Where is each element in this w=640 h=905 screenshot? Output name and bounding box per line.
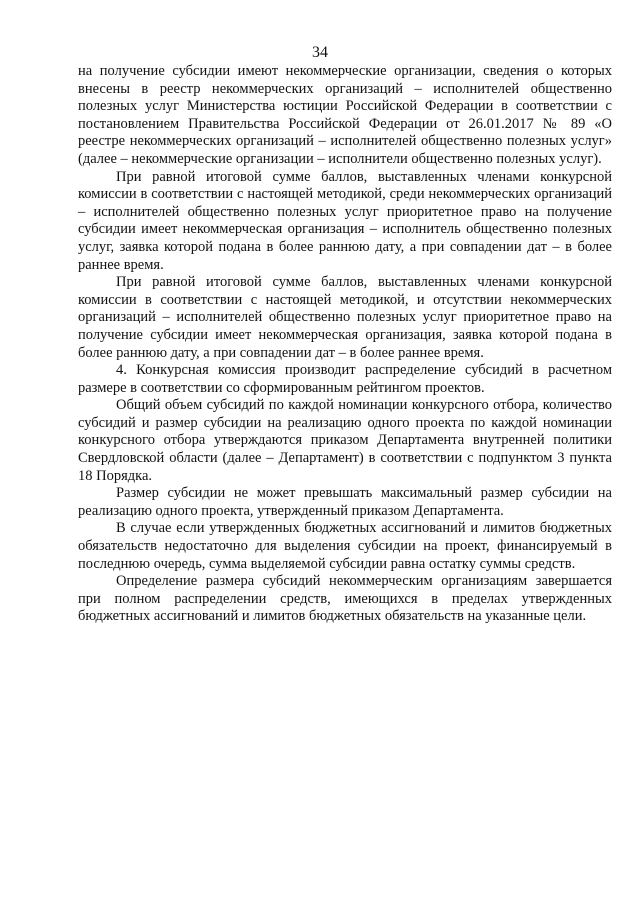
page-number: 34 <box>312 44 328 61</box>
paragraph-priority-socially-useful: При равной итоговой сумме баллов, выставленных членами конкурсной комиссии в соответствии с настоящей методикой, среди некоммерческих организаций – исполнителей общественно полезных услуг приоритетное право на получение субсидии имеет некоммерческая организация – исполнитель общественно полезных услуг, заявка которой подана в более раннюю дату, а при совпадении дат – в более раннее время. <box>78 168 612 273</box>
paragraph-item-4: 4. Конкурсная комиссия производит распределение субсидий в расчетном размере в соответствии со сформированным рейтингом проектов. <box>78 362 612 396</box>
document-body <box>78 63 612 626</box>
paragraph-insufficient-funds: В случае если утвержденных бюджетных ассигнований и лимитов бюджетных обязательств недостаточно для выделения субсидии на проект, финансируемый в последнюю очередь, сумма выделяемой субсидии равна остатку суммы средств. <box>78 520 612 572</box>
paragraph-continuation: на получение субсидии имеют некоммерческие организации, сведения о которых внесены в реестр некоммерческих организаций – исполнителей общественно полезных услуг Министерства юстиции Российской Федерации в соответствии с постановлением Правительства Российской Федерации от 26.01.2017 № 89 «О реестре некоммерческих организаций – исполнителей общественно полезных услуг» (далее – некоммерческие организации – исполнители общественно полезных услуг). <box>78 63 612 167</box>
paragraph-total-volume: Общий объем субсидий по каждой номинации конкурсного отбора, количество субсидий и размер субсидии на реализацию одного проекта по каждой номинации конкурсного отбора утверждаются приказом Департамента внутренней политики Свердловской области (далее – Департамент) в соответствии с подпунктом 3 пункта 18 Порядка. <box>78 397 612 484</box>
paragraph-max-size: Размер субсидии не может превышать максимальный размер субсидии на реализацию одного проекта, утвержденный приказом Департамента. <box>78 485 612 519</box>
paragraph-priority-other: При равной итоговой сумме баллов, выставленных членами конкурсной комиссии в соответствии с настоящей методикой, и отсутствии некоммерческих организаций – исполнителей общественно полезных услуг приоритетное право на получение субсидии имеет некоммерческая организация, заявка которой подана в более раннюю дату, а при совпадении дат – в более раннее время. <box>78 274 612 361</box>
paragraph-completion: Определение размера субсидий некоммерческим организациям завершается при полном распределении средств, имеющихся в пределах утвержденных бюджетных ассигнований и лимитов бюджетных обязательств на указанные цели. <box>78 573 612 625</box>
